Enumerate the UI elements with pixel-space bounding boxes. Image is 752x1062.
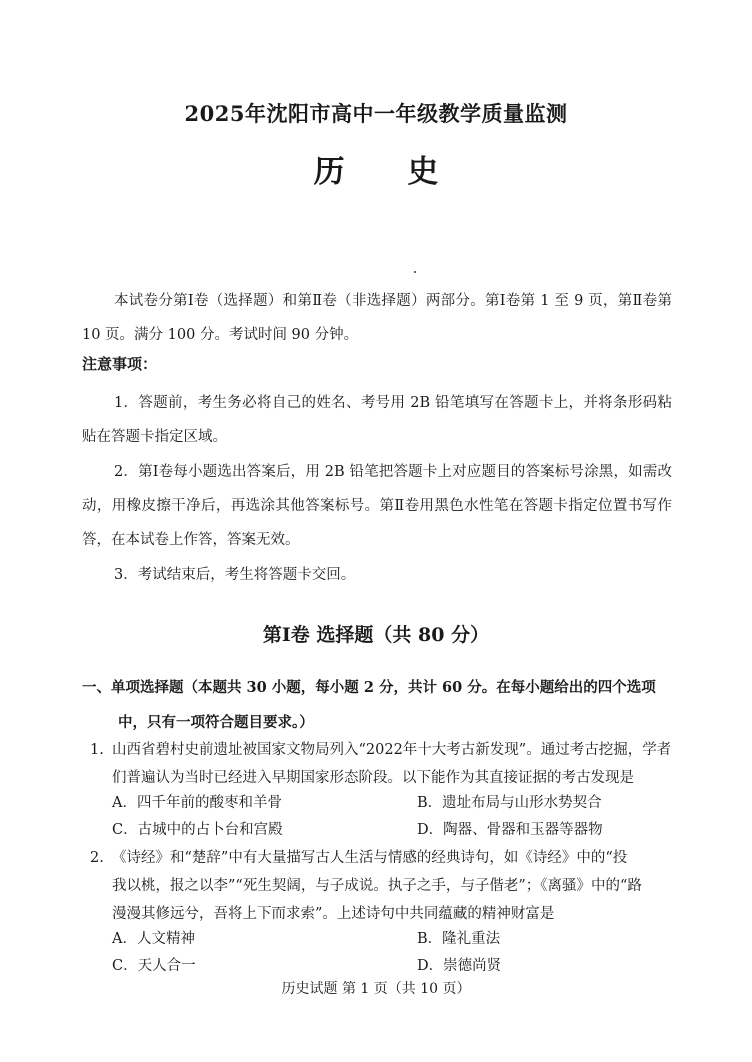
question-number: 2.	[90, 850, 104, 866]
question-stem-line: 山西省碧村史前遗址被国家文物局列入“2022年十大考古新发现”。通过考古挖掘，学者	[112, 742, 672, 758]
question-2	[90, 844, 674, 928]
option-d: D．崇德尚贤	[417, 958, 502, 974]
option-c: C．天人合一	[112, 958, 196, 974]
note-1: 1．答题前，考生务必将自己的姓名、考号用 2B 铅笔填写在答题卡上，并将条形码粘贴在答题卡指定区域。	[82, 395, 672, 445]
page-footer: 历史试题 第 1 页（共 10 页）	[281, 981, 471, 997]
part-heading	[82, 670, 672, 740]
note-2: 2．第Ⅰ卷每小题选出答案后，用 2B 铅笔把答题卡上对应题目的答案标号涂黑，如需改动，用橡皮擦干净后，再选涂其他答案标号。第Ⅱ卷用黑色水性笔在答题卡指定位置书写作答，在本试卷上作答，答案无效。	[82, 464, 672, 548]
option-c: C．古城中的占卜台和宫殿	[112, 822, 283, 838]
question-stem-line: 《诗经》和“楚辞”中有大量描写古人生活与情感的经典诗句，如《诗经》中的“投	[112, 850, 628, 866]
option-b: B．隆礼重法	[417, 931, 501, 947]
option-b: B．遗址布局与山形水势契合	[417, 795, 602, 811]
question-stem-line: 漫漫其修远兮，吾将上下而求索”。上述诗句中共同蕴藏的精神财富是	[112, 906, 555, 922]
part-heading-line2: 中，只有一项符合题目要求。）	[118, 714, 314, 731]
option-a: A．四千年前的酸枣和羊骨	[112, 795, 282, 811]
note-3: 3．考试结束后，考生将答题卡交回。	[114, 567, 356, 583]
intro-paragraph: 本试卷分第Ⅰ卷（选择题）和第Ⅱ卷（非选择题）两部分。第Ⅰ卷第 1 至 9 页，第Ⅱ卷第 10 页。满分 100 分。考试时间 90 分钟。	[82, 293, 672, 343]
exam-title: 2025年沈阳市高中一年级教学质量监测	[184, 101, 568, 126]
section-title: 第Ⅰ卷 选择题（共 80 分）	[262, 624, 490, 646]
scan-speck	[414, 271, 416, 273]
option-a: A．人文精神	[112, 931, 195, 947]
question-stem-line: 我以桃，报之以李”“死生契阔，与子成说。执子之手，与子偕老”；《离骚》中的“路	[112, 878, 642, 894]
part-heading-line1: 一、单项选择题（本题共 30 小题，每小题 2 分，共计 60 分。在每小题给出的四个选项	[82, 679, 656, 696]
question-1-options	[112, 790, 652, 844]
notes-heading: 注意事项：	[82, 355, 158, 373]
question-2-options	[112, 926, 652, 980]
option-d: D．陶器、骨器和玉器等器物	[417, 822, 603, 838]
question-stem-line: 们普遍认为当时已经进入早期国家形态阶段。以下能作为其直接证据的考古发现是	[112, 770, 634, 786]
subject-title: 历 史	[313, 154, 465, 190]
question-1	[90, 736, 674, 792]
question-number: 1.	[90, 742, 104, 758]
